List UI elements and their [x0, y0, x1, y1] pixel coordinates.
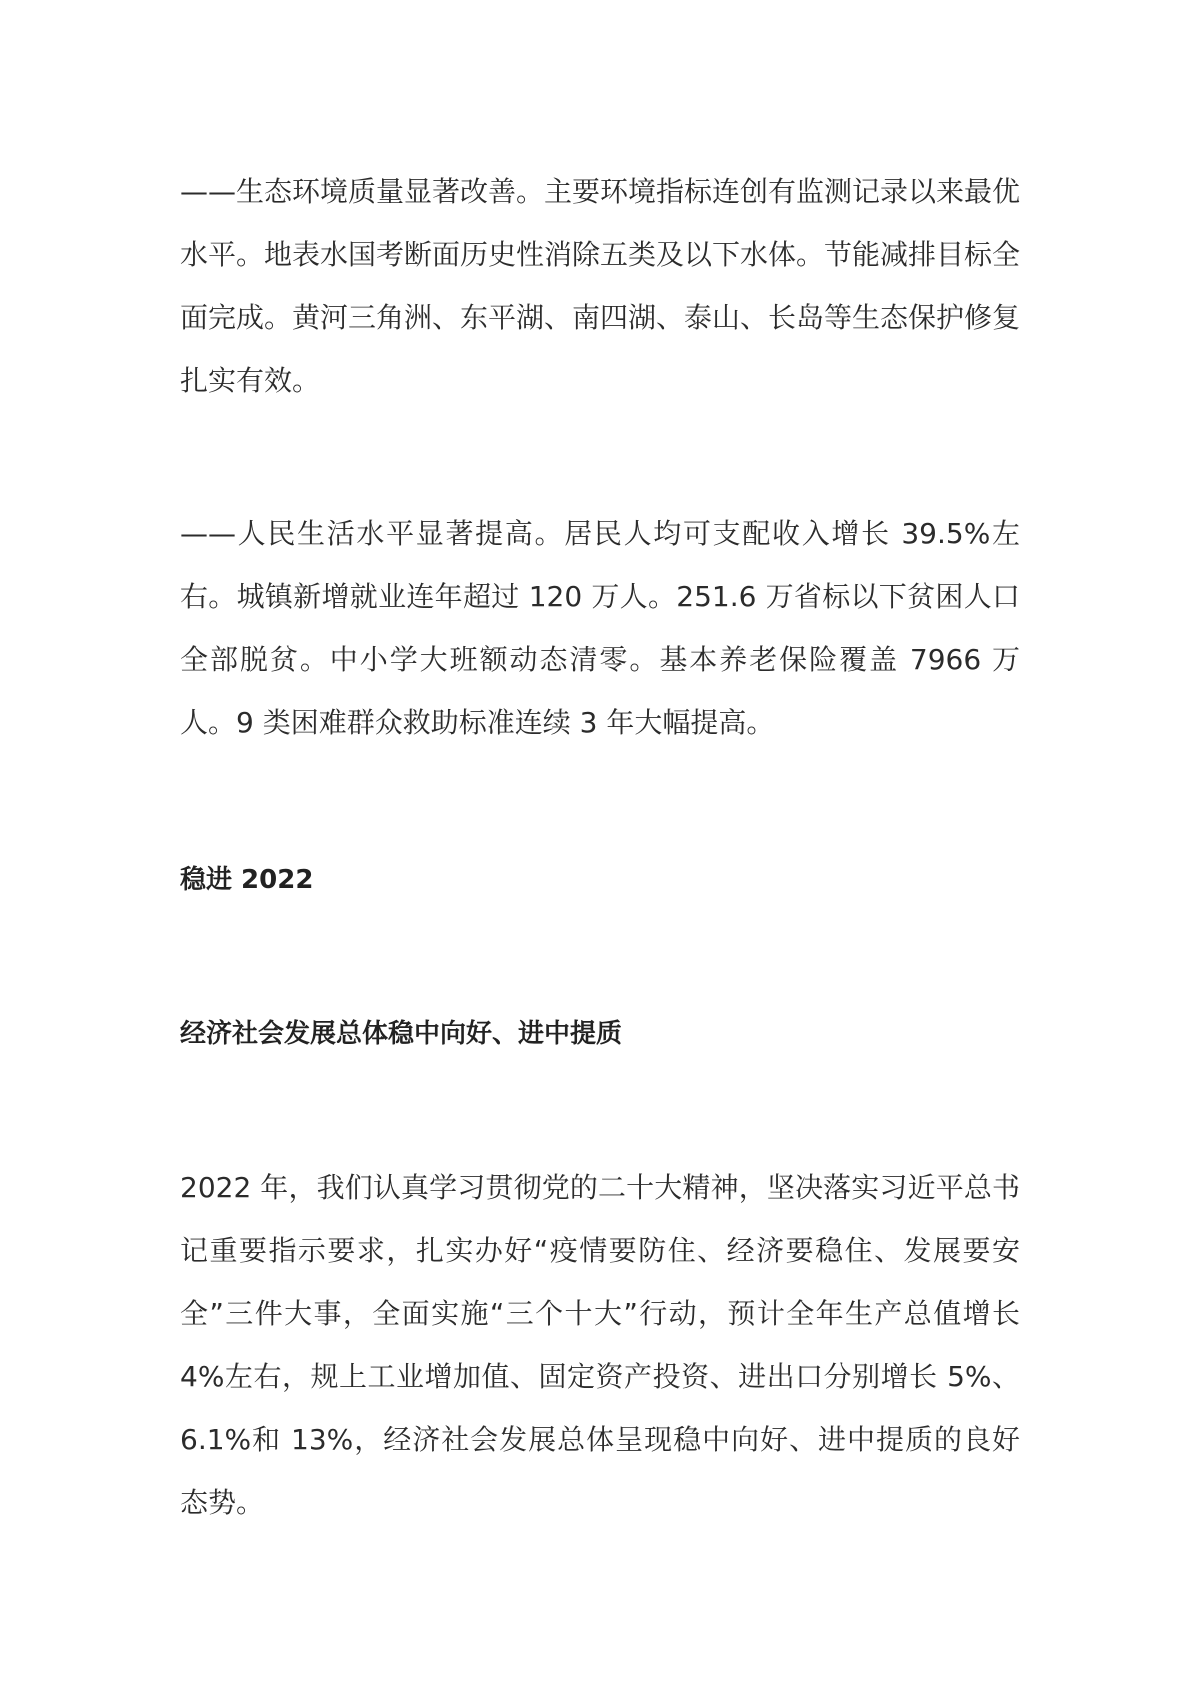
paragraph-summary-2022-text: 2022 年，我们认真学习贯彻党的二十大精神，坚决落实习近平总书记重要指示要求，扎实办好“疫情要防住、经济要稳住、发展要安全”三件大事，全面实施“三个十大”行动，预计全年生产总值增长 4%左右，规上工业增加值、固定资产投资、进出口分别增长 5%、6.1%和 13%，经济社会发展总体呈现稳中向好、进中提质的良好态势。: [180, 1171, 1020, 1519]
subsection-heading-text: 经济社会发展总体稳中向好、进中提质: [180, 1019, 623, 1049]
paragraph-livelihood: [180, 502, 1020, 754]
section-heading: [180, 860, 1020, 900]
paragraph-livelihood-text: ——人民生活水平显著提高。居民人均可支配收入增长 39.5%左右。城镇新增就业连年超过 120 万人。251.6 万省标以下贫困人口全部脱贫。中小学大班额动态清零。基本养老保险覆盖 7966 万人。9 类困难群众救助标准连续 3 年大幅提高。: [180, 517, 1020, 739]
paragraph-ecology: [180, 160, 1020, 412]
paragraph-summary-2022: [180, 1156, 1020, 1534]
section-heading-text: 稳进 2022: [180, 865, 314, 895]
subsection-heading: [180, 1014, 1020, 1054]
paragraph-ecology-text: ——生态环境质量显著改善。主要环境指标连创有监测记录以来最优水平。地表水国考断面历史性消除五类及以下水体。节能减排目标全面完成。黄河三角洲、东平湖、南四湖、泰山、长岛等生态保护修复扎实有效。: [180, 175, 1021, 397]
